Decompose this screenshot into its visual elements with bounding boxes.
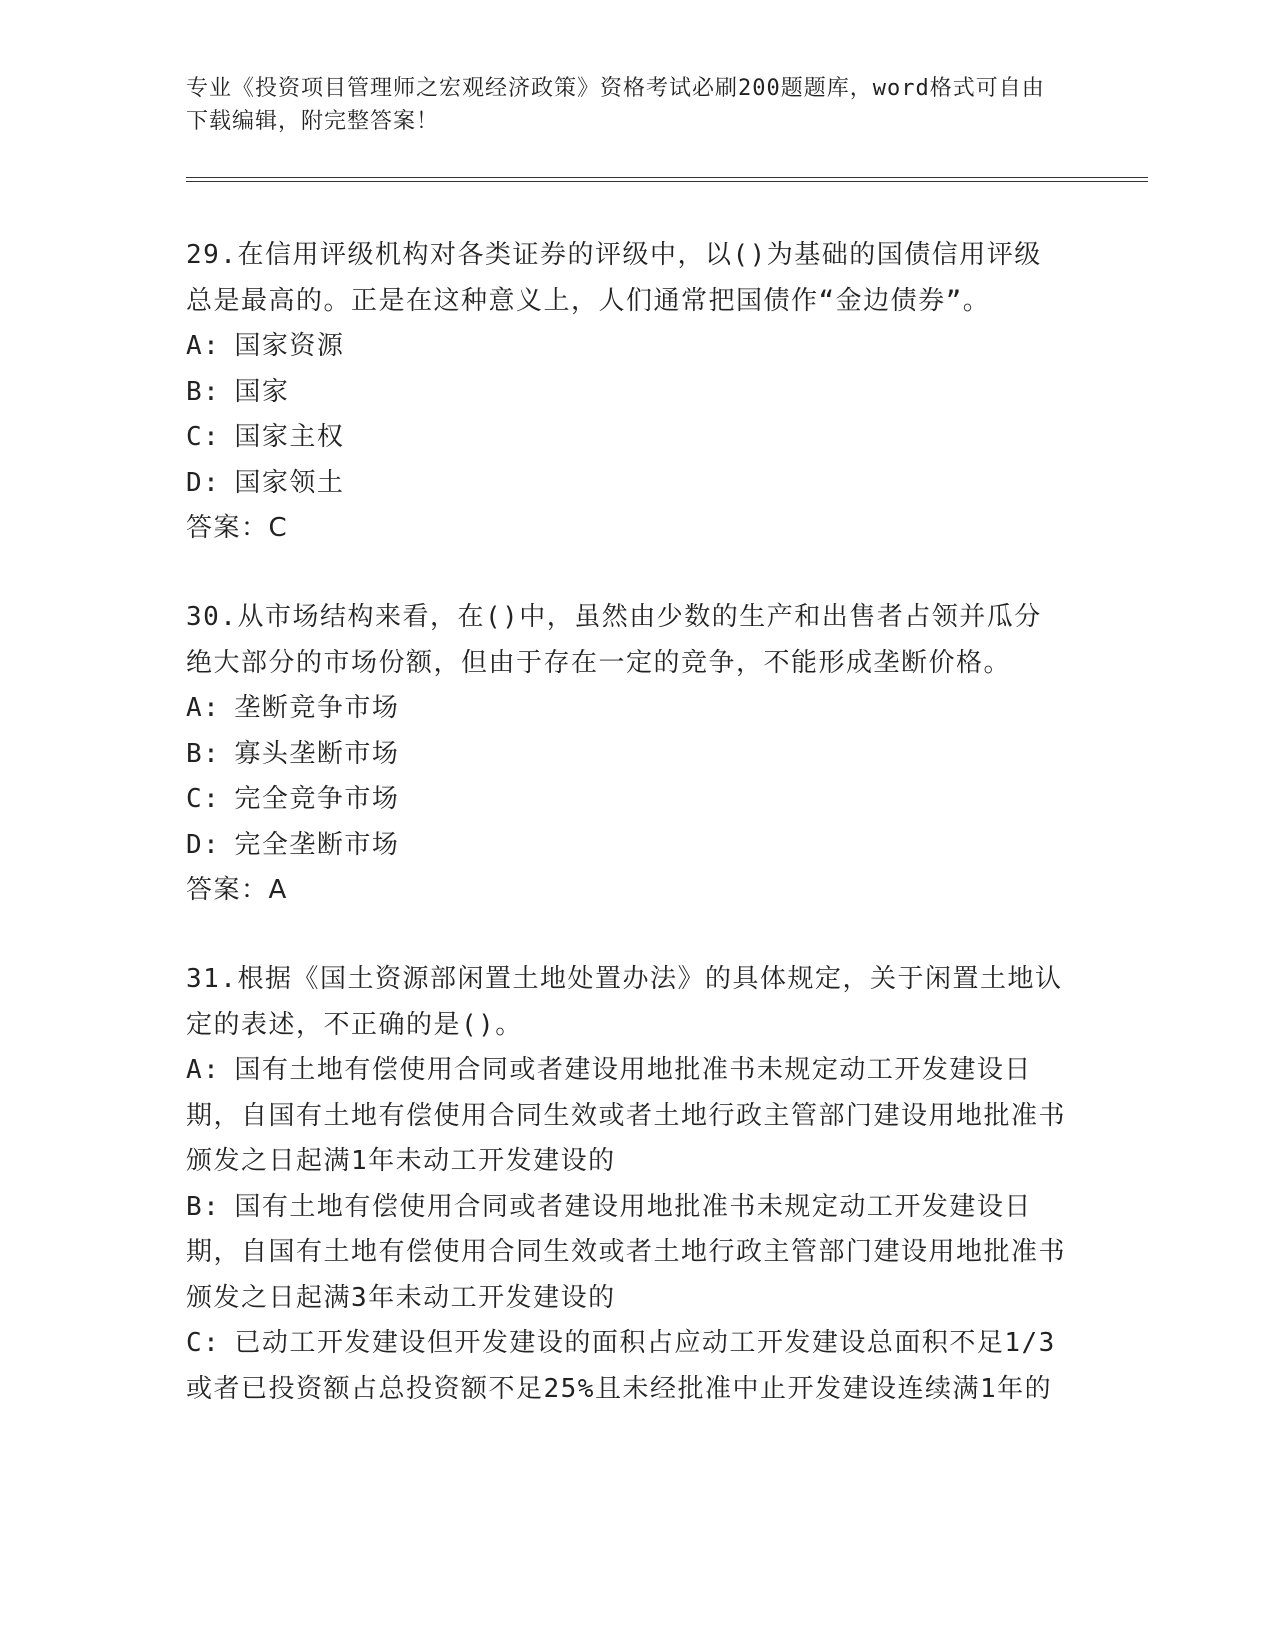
option-separator: :: [203, 331, 221, 361]
option-a: [186, 1048, 1066, 1185]
option-separator: :: [203, 738, 221, 769]
option-separator: :: [203, 1328, 221, 1358]
option-text: 国家领土: [234, 467, 345, 498]
option-letter: D: [186, 467, 204, 498]
option-c: [186, 1321, 1066, 1412]
option-text: 国有土地有偿使用合同或者建设用地批准书未规定动工开发建设日期，自国有土地有偿使用合同生效或者土地行政主管部门建设用地批准书颁发之日起满3年未动工开发建设的: [186, 1191, 1067, 1313]
option-a: [186, 324, 1066, 370]
header-divider-bottom: [186, 181, 1148, 182]
option-c: [186, 777, 1066, 823]
option-separator: :: [203, 1055, 221, 1085]
answer: 答案：A: [186, 875, 288, 905]
option-separator: :: [203, 467, 221, 498]
option-letter: C: [186, 1328, 204, 1358]
option-b: [186, 370, 1066, 416]
option-text: 国有土地有偿使用合同或者建设用地批准书未规定动工开发建设日期，自国有土地有偿使用合同生效或者土地行政主管部门建设用地批准书颁发之日起满1年未动工开发建设的: [186, 1055, 1067, 1176]
option-text: 国家主权: [234, 422, 345, 452]
option-letter: C: [186, 784, 204, 814]
option-letter: A: [186, 331, 204, 361]
option-c: [186, 415, 1066, 461]
option-text: 垄断竞争市场: [234, 693, 400, 723]
option-text: 寡头垄断市场: [234, 738, 400, 769]
option-d: [186, 823, 1066, 869]
question-text: 31.根据《国土资源部闲置土地处置办法》的具体规定，关于闲置土地认定的表述，不正确的是()。: [186, 964, 1063, 1040]
option-separator: :: [203, 693, 221, 723]
option-separator: :: [203, 784, 221, 814]
option-d: [186, 461, 1066, 507]
option-separator: :: [203, 376, 221, 407]
option-text: 国家资源: [234, 331, 345, 361]
option-text: 国家: [234, 376, 290, 407]
option-letter: D: [186, 829, 204, 860]
option-b: [186, 732, 1066, 778]
question-30: [186, 595, 1066, 914]
header-title: 专业《投资项目管理师之宏观经济政策》资格考试必刷200题题库，word格式可自由下载编辑，附完整答案！: [186, 76, 1045, 134]
option-separator: :: [203, 422, 221, 452]
option-text: 完全竞争市场: [234, 784, 400, 814]
answer: 答案：C: [186, 513, 289, 543]
option-letter: B: [186, 1191, 204, 1222]
question-29: [186, 233, 1066, 552]
option-separator: :: [203, 829, 221, 860]
option-text: 完全垄断市场: [234, 829, 400, 860]
option-a: [186, 686, 1066, 732]
document-header: [186, 72, 1066, 138]
option-letter: C: [186, 422, 204, 452]
option-letter: B: [186, 376, 204, 407]
option-letter: A: [186, 693, 204, 723]
question-text: 29.在信用评级机构对各类证券的评级中，以()为基础的国债信用评级总是最高的。正是在这种意义上，人们通常把国债作“金边债券”。: [186, 240, 1042, 316]
header-divider-top: [186, 177, 1148, 178]
option-letter: B: [186, 738, 204, 769]
question-text: 30.从市场结构来看，在()中，虽然由少数的生产和出售者占领并瓜分绝大部分的市场份额，但由于存在一定的竞争，不能形成垄断价格。: [186, 602, 1042, 678]
option-text: 已动工开发建设但开发建设的面积占应动工开发建设总面积不足1/3或者已投资额占总投资额不足25%且未经批准中止开发建设连续满1年的: [186, 1328, 1056, 1404]
option-letter: A: [186, 1055, 204, 1085]
option-separator: :: [203, 1191, 221, 1222]
option-b: [186, 1185, 1066, 1322]
question-31: [186, 957, 1066, 1412]
